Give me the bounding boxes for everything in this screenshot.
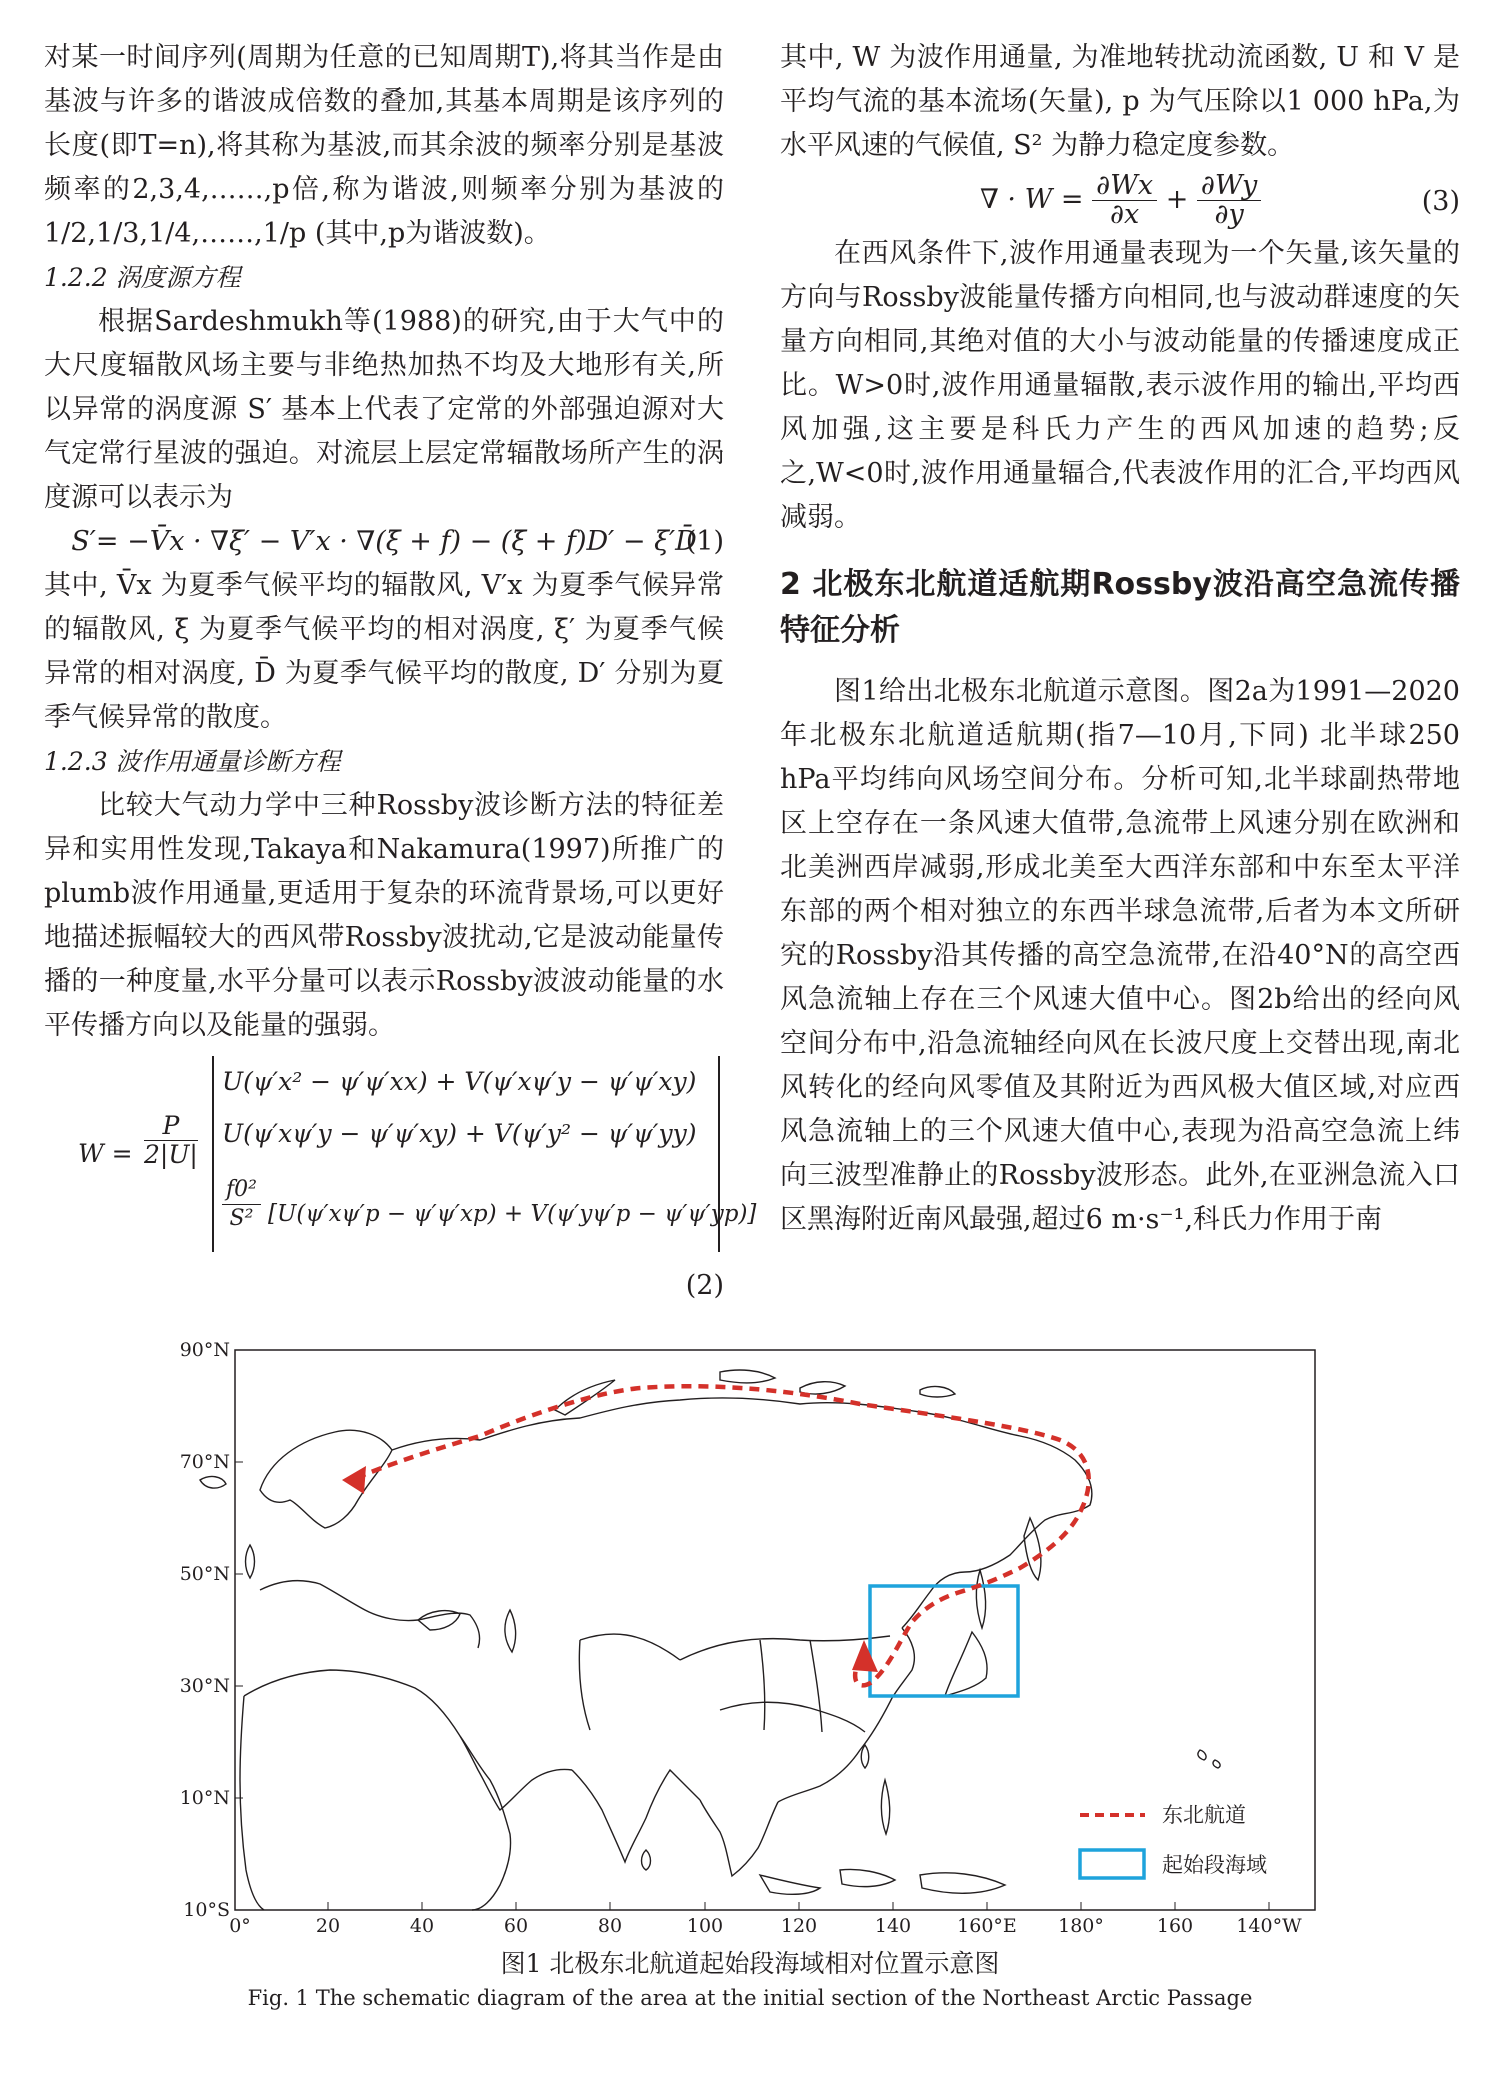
paragraph: 在西风条件下,波作用通量表现为一个矢量,该矢量的方向与Rossby波能量传播方向相同,也与波动群速度的矢量方向相同,其绝对值的大小与波动能量的传播速度成正比。W>0时,波作用通量辐散,表示波作用的输出,平均西风加强,这主要是科氏力产生的西风加速的趋势;反之,W<0时,波作用通量辐合,代表波作用的汇合,平均西风减弱。 <box>780 238 1460 533</box>
paragraph: 图1给出北极东北航道示意图。图2a为1991—2020年北极东北航道适航期(指7—10月,下同) 北半球250 hPa平均纬向风场空间分布。分析可知,北半球副热带地区上空存在一条风速大值带,急流带上风速分别在欧洲和北美洲西岸减弱,形成北美至大西洋东部和中东至太平洋东部的两个相对独立的东西半球急流带,后者为本文所研究的Rossby沿其传播的高空急流带,在沿40°N的高空西风急流轴上存在三个风速大值中心。图2b给出的经向风空间分布中,沿急流轴经向风在长波尺度上交替出现,南北风转化的经向风零值及其附近为西风极大值区域,对应西风急流轴上的三个风速大值中心,表现为沿高空急流上纬向三波型准静止的Rossby波形态。此外,在亚洲急流入口区黑海附近南风最强,超过6 m·s⁻¹,科氏力作用于南 <box>780 676 1460 1235</box>
paragraph: 比较大气动力学中三种Rossby波诊断方法的特征差异和实用性发现,Takaya和Nakamura(1997)所推广的plumb波作用通量,更适用于复杂的环流背景场,可以更好地描述振幅较大的西风带Rossby波扰动,它是波动能量传播的一种度量,水平分量可以表示Rossby波波动能量的水平传播方向以及能量的强弱。 <box>44 790 724 1041</box>
paragraph: 其中, W 为波作用通量, 为准地转扰动流函数, U 和 V 是平均气流的基本流场(矢量), p 为气压除以1 000 hPa,为水平风速的气候值, S² 为静力稳定度参数。 <box>780 42 1460 161</box>
equation-2-left-bar <box>212 1056 214 1252</box>
figure-1-map <box>160 1339 1340 1937</box>
equation-1 <box>44 520 724 564</box>
section-heading-2: 2 北极东北航道适航期Rossby波沿高空急流传播特征分析 <box>780 567 1460 648</box>
legend <box>1080 1803 1267 1878</box>
equation-2-coefficient <box>144 1112 198 1169</box>
lat-label: 50°N <box>179 1563 230 1585</box>
equation-3-num-1: ∂Wx <box>1092 172 1157 201</box>
equation-2-row-3: [U(ψ′xψ′p − ψ′ψ′xp) + V(ψ′yψ′p − ψ′ψ′yp)] <box>268 1201 757 1227</box>
equation-3-den-1: ∂x <box>1110 199 1140 230</box>
lon-label: 40 <box>409 1915 435 1937</box>
equation-3-den-2: ∂y <box>1214 199 1244 230</box>
lon-label: 60 <box>503 1915 529 1937</box>
equation-2-row-1: U(ψ′x² − ψ′ψ′xx) + V(ψ′xψ′y − ψ′ψ′xy) <box>222 1067 697 1096</box>
left-column <box>44 36 757 1308</box>
lon-label: 120 <box>780 1915 818 1937</box>
equation-2-row-2: U(ψ′xψ′y − ψ′ψ′xy) + V(ψ′y² − ψ′ψ′yy) <box>222 1119 697 1148</box>
equation-2-coef-num: P <box>144 1112 198 1141</box>
equation-2-number-line <box>44 1264 724 1308</box>
section-heading-1-2-3: 1.2.3 波作用通量诊断方程 <box>44 747 341 776</box>
lon-label: 160°E <box>957 1915 1017 1937</box>
lat-axis <box>180 1339 243 1921</box>
equation-3-frac-2 <box>1197 172 1261 229</box>
land-outlines <box>200 1370 1220 1910</box>
equation-1-number: (1) <box>685 526 724 557</box>
paragraph: 其中, V̄x 为夏季气候平均的辐散风, V′x 为夏季气候异常的辐散风, ξ̄ 为夏季气候平均的相对涡度, ξ′ 为夏季气候异常的相对涡度, D̄ 为夏季气候平均的散度, D′ 分别为夏季气候异常的散度。 <box>44 570 724 733</box>
lon-label: 0° <box>229 1915 251 1937</box>
legend-box-swatch <box>1080 1850 1144 1878</box>
legend-route-label: 东北航道 <box>1162 1803 1246 1827</box>
lat-label: 10°N <box>179 1787 230 1809</box>
right-column <box>780 36 1460 1242</box>
figure-caption-en: Fig. 1 The schematic diagram of the area at the initial section of the Northeast Arctic Passage <box>247 1986 1253 2010</box>
equation-3-number: (3) <box>1421 186 1460 217</box>
figure-1 <box>160 1339 1340 1937</box>
lon-label: 140 <box>874 1915 912 1937</box>
lat-label: 30°N <box>179 1675 230 1697</box>
route-arrowhead-start <box>852 1640 878 1672</box>
equation-3-body <box>980 172 1261 229</box>
lon-axis <box>229 1902 1302 1937</box>
equation-3-plus: + <box>1165 184 1189 215</box>
lon-label: 20 <box>315 1915 341 1937</box>
lat-label: 90°N <box>179 1339 230 1361</box>
figure-caption-cn: 图1 北极东北航道起始段海域相对位置示意图 <box>500 1949 1000 1978</box>
initial-section-box <box>870 1586 1018 1696</box>
lon-label: 80 <box>597 1915 623 1937</box>
equation-2-number: (2) <box>685 1270 724 1301</box>
lon-label: 160 <box>1156 1915 1194 1937</box>
equation-2-coef-den: 2|U| <box>144 1140 198 1169</box>
lon-label: 180° <box>1058 1915 1104 1937</box>
equation-2-row-3-num: f0² <box>222 1176 261 1205</box>
lat-label: 10°S <box>183 1899 230 1921</box>
map-frame <box>235 1350 1315 1910</box>
lon-label: 140°W <box>1236 1915 1302 1937</box>
northeast-passage-route <box>356 1386 1089 1685</box>
equation-2-row-3-frac <box>222 1176 261 1233</box>
route-arrowhead-west <box>342 1466 366 1494</box>
equation-3-lhs: ∇ · W = <box>980 184 1084 215</box>
lat-label: 70°N <box>179 1451 230 1473</box>
paragraph: 对某一时间序列(周期为任意的已知周期T),将其当作是由基波与许多的谐波成倍数的叠加,其基本周期是该序列的长度(即T=n),将其称为基波,而其余波的频率分别是基波频率的2,3,4,……,p倍,称为谐波,则频率分别为基波的1/2,1/3,1/4,……,1/p (其中,p为谐波数)。 <box>44 42 724 249</box>
paragraph: 根据Sardeshmukh等(1988)的研究,由于大气中的大尺度辐散风场主要与非绝热加热不均及大地形有关,所以异常的涡度源 S′ 基本上代表了定常的外部强迫源对大气定常行星波的强迫。对流层上层定常辐散场所产生的涡度源可以表示为 <box>44 306 724 513</box>
section-heading-1-2-2: 1.2.2 涡度源方程 <box>44 263 241 292</box>
equation-1-body: S′= −V̄x · ∇ξ′ − V′x · ∇(ξ̄ + f) − (ξ̄ + f)D′ − ξ′D̄ <box>71 526 697 557</box>
legend-box-label: 起始段海域 <box>1162 1853 1267 1877</box>
equation-2-row-3-den: S² <box>229 1206 254 1231</box>
equation-3-num-2: ∂Wy <box>1197 172 1261 201</box>
equation-3-frac-1 <box>1092 172 1157 229</box>
equation-2-lhs: W = <box>78 1139 133 1168</box>
lon-label: 100 <box>686 1915 724 1937</box>
equation-2 <box>44 1048 757 1264</box>
equation-3 <box>780 168 1460 232</box>
